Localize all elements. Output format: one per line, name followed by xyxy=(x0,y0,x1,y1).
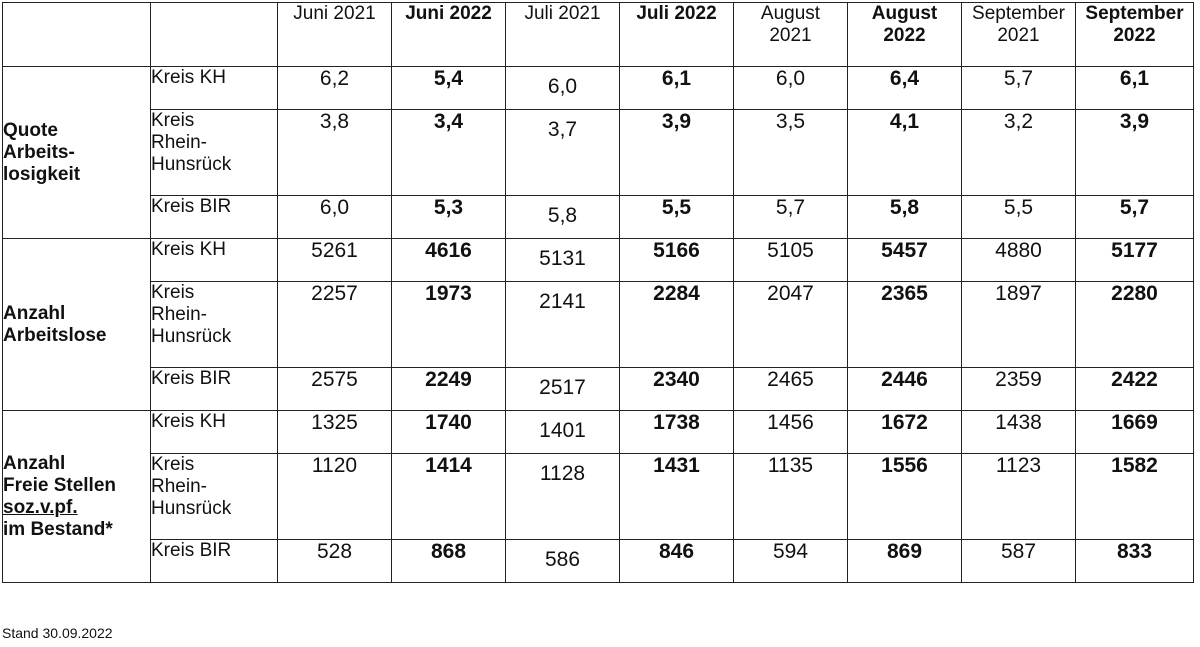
kreis-label-line: Kreis BIR xyxy=(151,368,232,389)
group-label-line: losigkeit xyxy=(3,163,81,185)
kreis-label-line: Rhein- xyxy=(151,304,207,325)
group-label-line: Freie Stellen xyxy=(3,474,116,496)
value-cell: 1135 xyxy=(734,454,848,540)
column-header xyxy=(620,3,734,67)
value-cell: 2047 xyxy=(734,282,848,368)
group-label-line: Arbeits- xyxy=(3,141,75,163)
kreis-label-line: Kreis KH xyxy=(151,239,226,260)
value-cell: 5,3 xyxy=(392,196,506,239)
value-cell: 5,7 xyxy=(962,67,1076,110)
value-cell: 1672 xyxy=(848,411,962,454)
table-row xyxy=(3,368,1194,411)
value-cell: 846 xyxy=(620,540,734,583)
value-cell: 5177 xyxy=(1076,239,1194,282)
value-cell: 1128 xyxy=(506,454,620,540)
value-cell: 5457 xyxy=(848,239,962,282)
group-label-line: soz.v.pf. xyxy=(3,496,78,518)
value-cell: 6,1 xyxy=(620,67,734,110)
value-cell: 2422 xyxy=(1076,368,1194,411)
kreis-label xyxy=(151,368,278,411)
column-header xyxy=(1076,3,1194,67)
table-row xyxy=(3,411,1194,454)
value-cell: 1669 xyxy=(1076,411,1194,454)
value-cell: 1897 xyxy=(962,282,1076,368)
kreis-label xyxy=(151,110,278,196)
group-label xyxy=(3,67,151,239)
kreis-label-line: Kreis BIR xyxy=(151,540,232,561)
value-cell: 2365 xyxy=(848,282,962,368)
kreis-label-line: Hunsrück xyxy=(151,154,232,175)
value-cell: 2257 xyxy=(278,282,392,368)
kreis-label xyxy=(151,67,278,110)
value-cell: 6,0 xyxy=(506,67,620,110)
value-cell: 2141 xyxy=(506,282,620,368)
kreis-label xyxy=(151,196,278,239)
value-cell: 1325 xyxy=(278,411,392,454)
value-cell: 2575 xyxy=(278,368,392,411)
value-cell: 1438 xyxy=(962,411,1076,454)
kreis-label-line: Kreis xyxy=(151,454,195,475)
column-header xyxy=(734,3,848,67)
column-header-line: August xyxy=(760,3,821,24)
labor-market-table xyxy=(2,2,1194,583)
value-cell: 5131 xyxy=(506,239,620,282)
kreis-header-cell xyxy=(151,3,278,67)
column-header-line: Juli 2021 xyxy=(524,3,601,24)
value-cell: 2446 xyxy=(848,368,962,411)
column-header xyxy=(848,3,962,67)
table-row xyxy=(3,282,1194,368)
value-cell: 1431 xyxy=(620,454,734,540)
value-cell: 2359 xyxy=(962,368,1076,411)
column-header-line: September xyxy=(1085,3,1184,24)
group-label-line: Anzahl xyxy=(3,452,66,474)
value-cell: 5,4 xyxy=(392,67,506,110)
table-row xyxy=(3,239,1194,282)
value-cell: 1556 xyxy=(848,454,962,540)
column-header xyxy=(962,3,1076,67)
value-cell: 2517 xyxy=(506,368,620,411)
kreis-label-line: Kreis KH xyxy=(151,67,226,88)
value-cell: 586 xyxy=(506,540,620,583)
group-label-line: Anzahl xyxy=(3,302,66,324)
value-cell: 2249 xyxy=(392,368,506,411)
column-header-line: 2021 xyxy=(997,25,1040,46)
value-cell: 2340 xyxy=(620,368,734,411)
kreis-label-line: Kreis KH xyxy=(151,411,226,432)
value-cell: 594 xyxy=(734,540,848,583)
kreis-label xyxy=(151,411,278,454)
table-row xyxy=(3,540,1194,583)
value-cell: 833 xyxy=(1076,540,1194,583)
value-cell: 3,7 xyxy=(506,110,620,196)
column-header-line: 2022 xyxy=(883,25,926,46)
value-cell: 587 xyxy=(962,540,1076,583)
value-cell: 2280 xyxy=(1076,282,1194,368)
table-row xyxy=(3,67,1194,110)
column-header xyxy=(392,3,506,67)
table-row xyxy=(3,196,1194,239)
group-label-line: im Bestand* xyxy=(3,518,113,540)
value-cell: 2284 xyxy=(620,282,734,368)
column-header-line: August xyxy=(871,3,938,24)
value-cell: 6,0 xyxy=(734,67,848,110)
corner-cell xyxy=(3,3,151,67)
column-header-line: September xyxy=(972,3,1065,24)
value-cell: 1414 xyxy=(392,454,506,540)
value-cell: 5,5 xyxy=(962,196,1076,239)
column-header-line: 2022 xyxy=(1113,25,1156,46)
group-label xyxy=(3,411,151,583)
header-row xyxy=(3,3,1194,67)
value-cell: 3,4 xyxy=(392,110,506,196)
value-cell: 6,2 xyxy=(278,67,392,110)
status-date: Stand 30.09.2022 xyxy=(2,625,113,641)
kreis-label-line: Hunsrück xyxy=(151,498,232,519)
value-cell: 869 xyxy=(848,540,962,583)
value-cell: 1738 xyxy=(620,411,734,454)
value-cell: 6,1 xyxy=(1076,67,1194,110)
column-header xyxy=(278,3,392,67)
kreis-label-line: Kreis xyxy=(151,110,195,131)
value-cell: 1740 xyxy=(392,411,506,454)
column-header-line: Juni 2021 xyxy=(293,3,376,24)
value-cell: 1456 xyxy=(734,411,848,454)
value-cell: 1582 xyxy=(1076,454,1194,540)
value-cell: 5,7 xyxy=(1076,196,1194,239)
value-cell: 6,0 xyxy=(278,196,392,239)
value-cell: 1401 xyxy=(506,411,620,454)
value-cell: 3,9 xyxy=(1076,110,1194,196)
value-cell: 4,1 xyxy=(848,110,962,196)
value-cell: 6,4 xyxy=(848,67,962,110)
value-cell: 4616 xyxy=(392,239,506,282)
value-cell: 1973 xyxy=(392,282,506,368)
kreis-label xyxy=(151,239,278,282)
value-cell: 5166 xyxy=(620,239,734,282)
value-cell: 5,5 xyxy=(620,196,734,239)
value-cell: 4880 xyxy=(962,239,1076,282)
value-cell: 1123 xyxy=(962,454,1076,540)
table-row xyxy=(3,454,1194,540)
kreis-label-line: Kreis BIR xyxy=(151,196,232,217)
value-cell: 3,5 xyxy=(734,110,848,196)
kreis-label xyxy=(151,540,278,583)
table-row xyxy=(3,110,1194,196)
value-cell: 3,9 xyxy=(620,110,734,196)
value-cell: 528 xyxy=(278,540,392,583)
kreis-label-line: Rhein- xyxy=(151,132,207,153)
value-cell: 868 xyxy=(392,540,506,583)
kreis-label xyxy=(151,454,278,540)
kreis-label-line: Kreis xyxy=(151,282,195,303)
group-label-line: Quote xyxy=(3,119,58,141)
value-cell: 5,7 xyxy=(734,196,848,239)
kreis-label xyxy=(151,282,278,368)
value-cell: 5,8 xyxy=(506,196,620,239)
group-label xyxy=(3,239,151,411)
value-cell: 5261 xyxy=(278,239,392,282)
value-cell: 3,2 xyxy=(962,110,1076,196)
value-cell: 5105 xyxy=(734,239,848,282)
kreis-label-line: Hunsrück xyxy=(151,326,232,347)
column-header-line: 2021 xyxy=(769,25,812,46)
column-header-line: Juli 2022 xyxy=(636,3,717,24)
column-header xyxy=(506,3,620,67)
column-header-line: Juni 2022 xyxy=(405,3,492,24)
value-cell: 1120 xyxy=(278,454,392,540)
value-cell: 2465 xyxy=(734,368,848,411)
value-cell: 3,8 xyxy=(278,110,392,196)
kreis-label-line: Rhein- xyxy=(151,476,207,497)
group-label-line: Arbeitslose xyxy=(3,324,107,346)
value-cell: 5,8 xyxy=(848,196,962,239)
